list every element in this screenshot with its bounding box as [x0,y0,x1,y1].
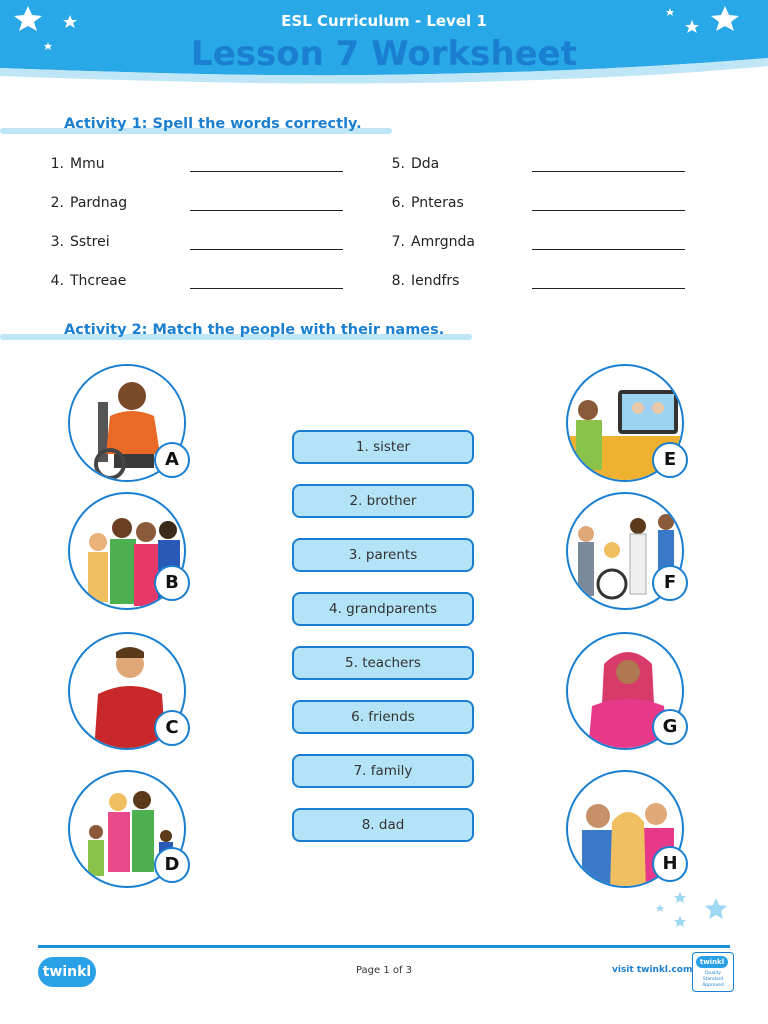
answer-line[interactable] [532,171,685,172]
name-box-brother[interactable]: 2. brother [292,484,474,518]
spell-item: 7. Amrgnda [391,234,475,250]
scrambled-word: Mmu [70,156,105,172]
page-title: Lesson 7 Worksheet [191,34,577,74]
spell-item: 6. Pnteras [391,195,464,211]
answer-line[interactable] [190,288,343,289]
name-box-teachers[interactable]: 5. teachers [292,646,474,680]
letter-f: F [652,565,688,601]
letter-e: E [652,442,688,478]
spell-item: 5. Dda [391,156,440,172]
footer-divider [38,945,730,948]
curriculum-subtitle: ESL Curriculum - Level 1 [281,12,487,30]
spell-item: 1. Mmu [50,156,105,172]
scrambled-word: Amrgnda [411,234,475,250]
letter-c: C [154,710,190,746]
spell-item: 8. Iendfrs [391,273,460,289]
badge-logo: twinkl [696,956,728,968]
name-box-friends[interactable]: 6. friends [292,700,474,734]
spell-item: 3. Sstrei [50,234,110,250]
letter-d: D [154,847,190,883]
scrambled-word: Pardnag [70,195,128,211]
letter-h: H [652,846,688,882]
header-banner [0,0,768,100]
spell-item: 4. Thcreae [50,273,127,289]
letter-a: A [154,442,190,478]
scrambled-word: Iendfrs [411,273,460,289]
twinkl-logo[interactable]: twinkl [38,957,96,987]
visit-link[interactable]: visit twinkl.com [612,965,693,975]
answer-line[interactable] [190,249,343,250]
answer-line[interactable] [532,288,685,289]
page-number: Page 1 of 3 [355,965,413,976]
spell-item: 2. Pardnag [50,195,128,211]
letter-g: G [652,709,688,745]
scrambled-word: Thcreae [70,273,127,289]
letter-b: B [154,565,190,601]
answer-line[interactable] [532,249,685,250]
activity2-heading: Activity 2: Match the people with their names. [64,322,445,338]
quality-badge [692,952,734,992]
answer-line[interactable] [190,210,343,211]
name-box-parents[interactable]: 3. parents [292,538,474,572]
answer-line[interactable] [532,210,685,211]
star-icon [650,888,730,938]
answer-line[interactable] [190,171,343,172]
activity1-heading: Activity 1: Spell the words correctly. [64,116,362,132]
scrambled-word: Pnteras [411,195,464,211]
name-box-family[interactable]: 7. family [292,754,474,788]
scrambled-word: Dda [411,156,440,172]
badge-text: Quality Standard Approved [702,971,724,988]
name-box-sister[interactable]: 1. sister [292,430,474,464]
scrambled-word: Sstrei [70,234,110,250]
name-box-dad[interactable]: 8. dad [292,808,474,842]
name-box-grandparents[interactable]: 4. grandparents [292,592,474,626]
